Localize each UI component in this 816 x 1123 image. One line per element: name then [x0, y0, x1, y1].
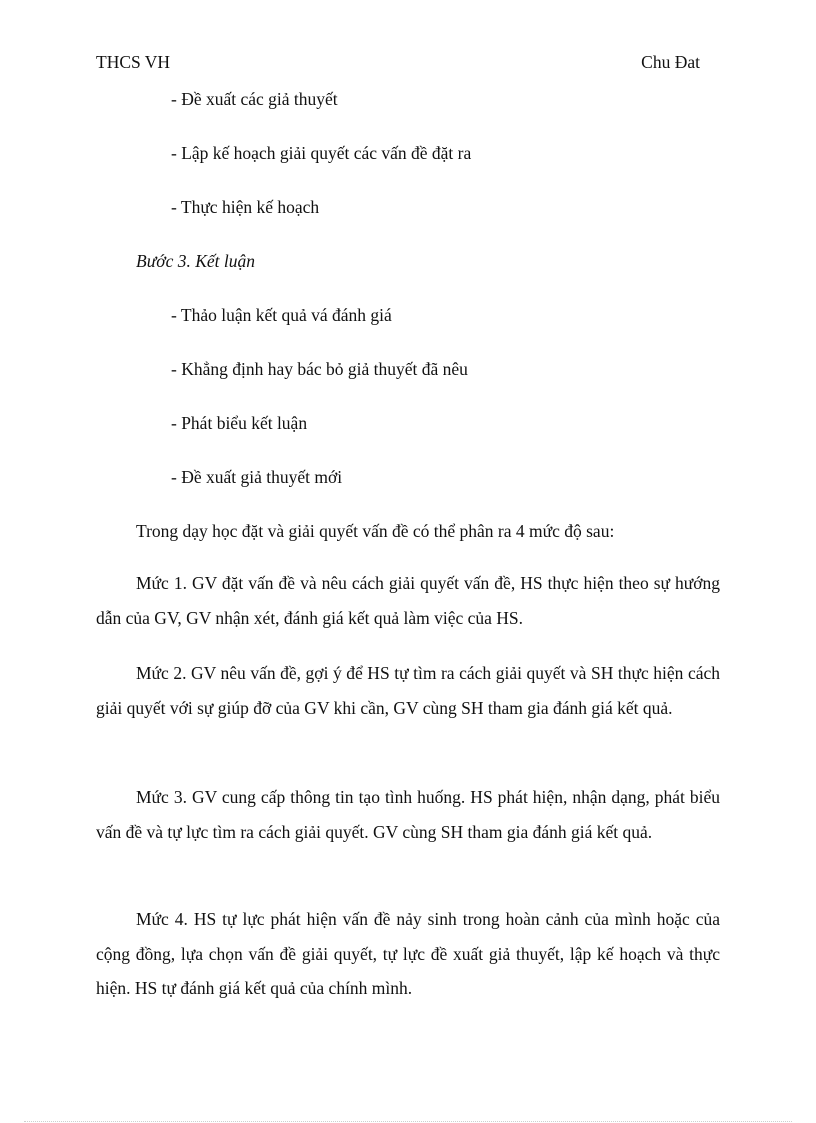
bullet-carry-out-plan: - Thực hiện kế hoạch — [171, 197, 320, 217]
step3-heading: Bước 3. Kết luận — [136, 251, 256, 271]
bullet-discuss-results: - Thảo luận kết quả vá đánh giá — [171, 305, 392, 325]
bullet-propose-hypotheses: - Đề xuất các giả thuyết — [171, 89, 338, 109]
bullet-make-plan: - Lập kế hoạch giải quyết các vấn đề đặt ra — [171, 143, 472, 163]
page-bottom-rule — [24, 1121, 792, 1122]
bullet-confirm-hypothesis: - Khẳng định hay bác bỏ giả thuyết đã nêu — [171, 359, 468, 379]
intro-paragraph: Trong dạy học đặt và giải quyết vấn đề có thể phân ra 4 mức độ sau: — [136, 521, 615, 541]
header-author: Chu Đat — [641, 52, 700, 72]
level-4-paragraph: Mức 4. HS tự lực phát hiện vấn đề nảy sinh trong hoàn cảnh của mình hoặc của cộng đồng, lựa chọn vấn đề giải quyết, tự lực đề xuất giả thuyết, lập kế hoạch và thực hiện. HS tự đánh giá kết quả của chính mình. — [96, 909, 720, 998]
bullet-state-conclusion: - Phát biểu kết luận — [171, 413, 308, 433]
bullet-new-hypothesis: - Đề xuất giả thuyết mới — [171, 467, 343, 487]
page-header — [96, 52, 700, 74]
level-3-paragraph: Mức 3. GV cung cấp thông tin tạo tình huống. HS phát hiện, nhận dạng, phát biểu vấn đề và tự lực tìm ra cách giải quyết. GV cùng SH tham gia đánh giá kết quả. — [96, 787, 720, 842]
header-school: THCS VH — [96, 52, 171, 72]
level-2-paragraph: Mức 2. GV nêu vấn đề, gợi ý để HS tự tìm ra cách giải quyết và SH thực hiện cách giải quyết với sự giúp đỡ của GV khi cần, GV cùng SH tham gia đánh giá kết quả. — [96, 663, 720, 718]
level-1-paragraph: Mức 1. GV đặt vấn đề và nêu cách giải quyết vấn đề, HS thực hiện theo sự hướng dẫn của GV, GV nhận xét, đánh giá kết quả làm việc của HS. — [96, 573, 720, 628]
